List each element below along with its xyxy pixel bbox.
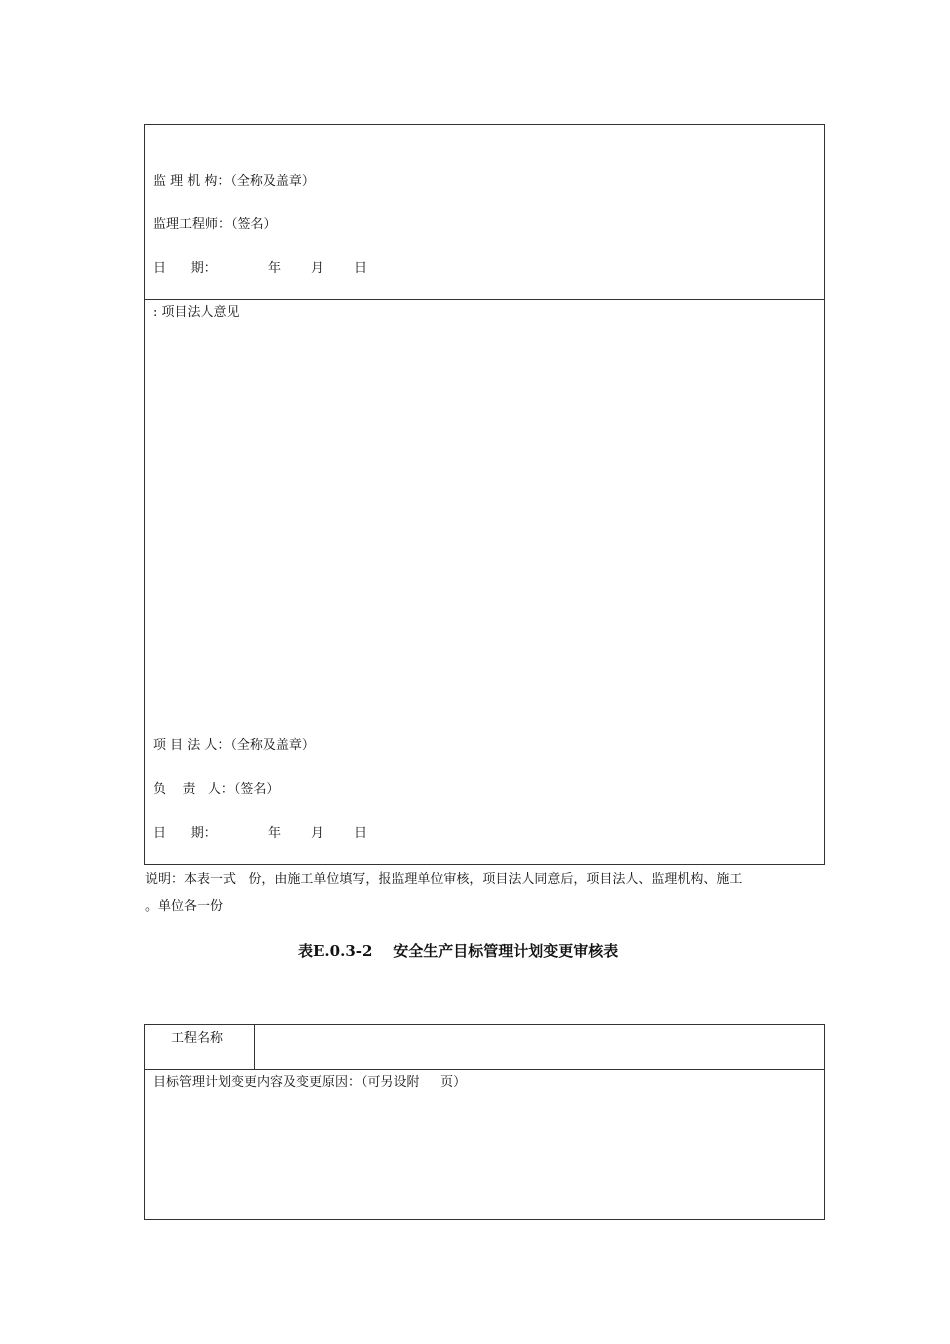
project-name-label: 工程名称 bbox=[171, 1031, 224, 1046]
owner-date-day: 日 bbox=[354, 826, 368, 841]
note-line-1: 说明：本表一式 份，由施工单位填写，报监理单位审核，项目法人同意后，项目法人、监理机构、施工 bbox=[145, 872, 743, 887]
section-divider bbox=[144, 299, 825, 300]
owner-date-year: 年 bbox=[268, 826, 282, 841]
supervisor-engineer-line: 监理工程师：（签名） bbox=[153, 217, 277, 232]
owner-date-month: 月 bbox=[311, 826, 325, 841]
change-review-table bbox=[144, 1024, 825, 1220]
supervisor-date-year: 年 bbox=[268, 261, 282, 276]
supervisor-date-label: 日 期： bbox=[153, 261, 217, 276]
note-line-2: 。单位各一份 bbox=[145, 899, 224, 914]
supervisor-date-day: 日 bbox=[354, 261, 368, 276]
table-title: 表E.0.3-2 安全生产目标管理计划变更审核表 bbox=[298, 942, 619, 960]
row-divider bbox=[144, 1069, 825, 1070]
column-divider bbox=[254, 1024, 255, 1069]
owner-opinion-heading: : 项目法人意见 bbox=[153, 305, 240, 320]
supervisor-date-month: 月 bbox=[311, 261, 325, 276]
owner-responsible-line: 负 责 人：（签名） bbox=[153, 782, 280, 797]
change-content-label: 目标管理计划变更内容及变更原因：（可另设附 页） bbox=[153, 1075, 467, 1090]
supervisor-org-line: 监 理 机 构：（全称及盖章） bbox=[153, 174, 315, 189]
owner-name-line: 项 目 法 人：（全称及盖章） bbox=[153, 738, 315, 753]
owner-date-label: 日 期： bbox=[153, 826, 217, 841]
